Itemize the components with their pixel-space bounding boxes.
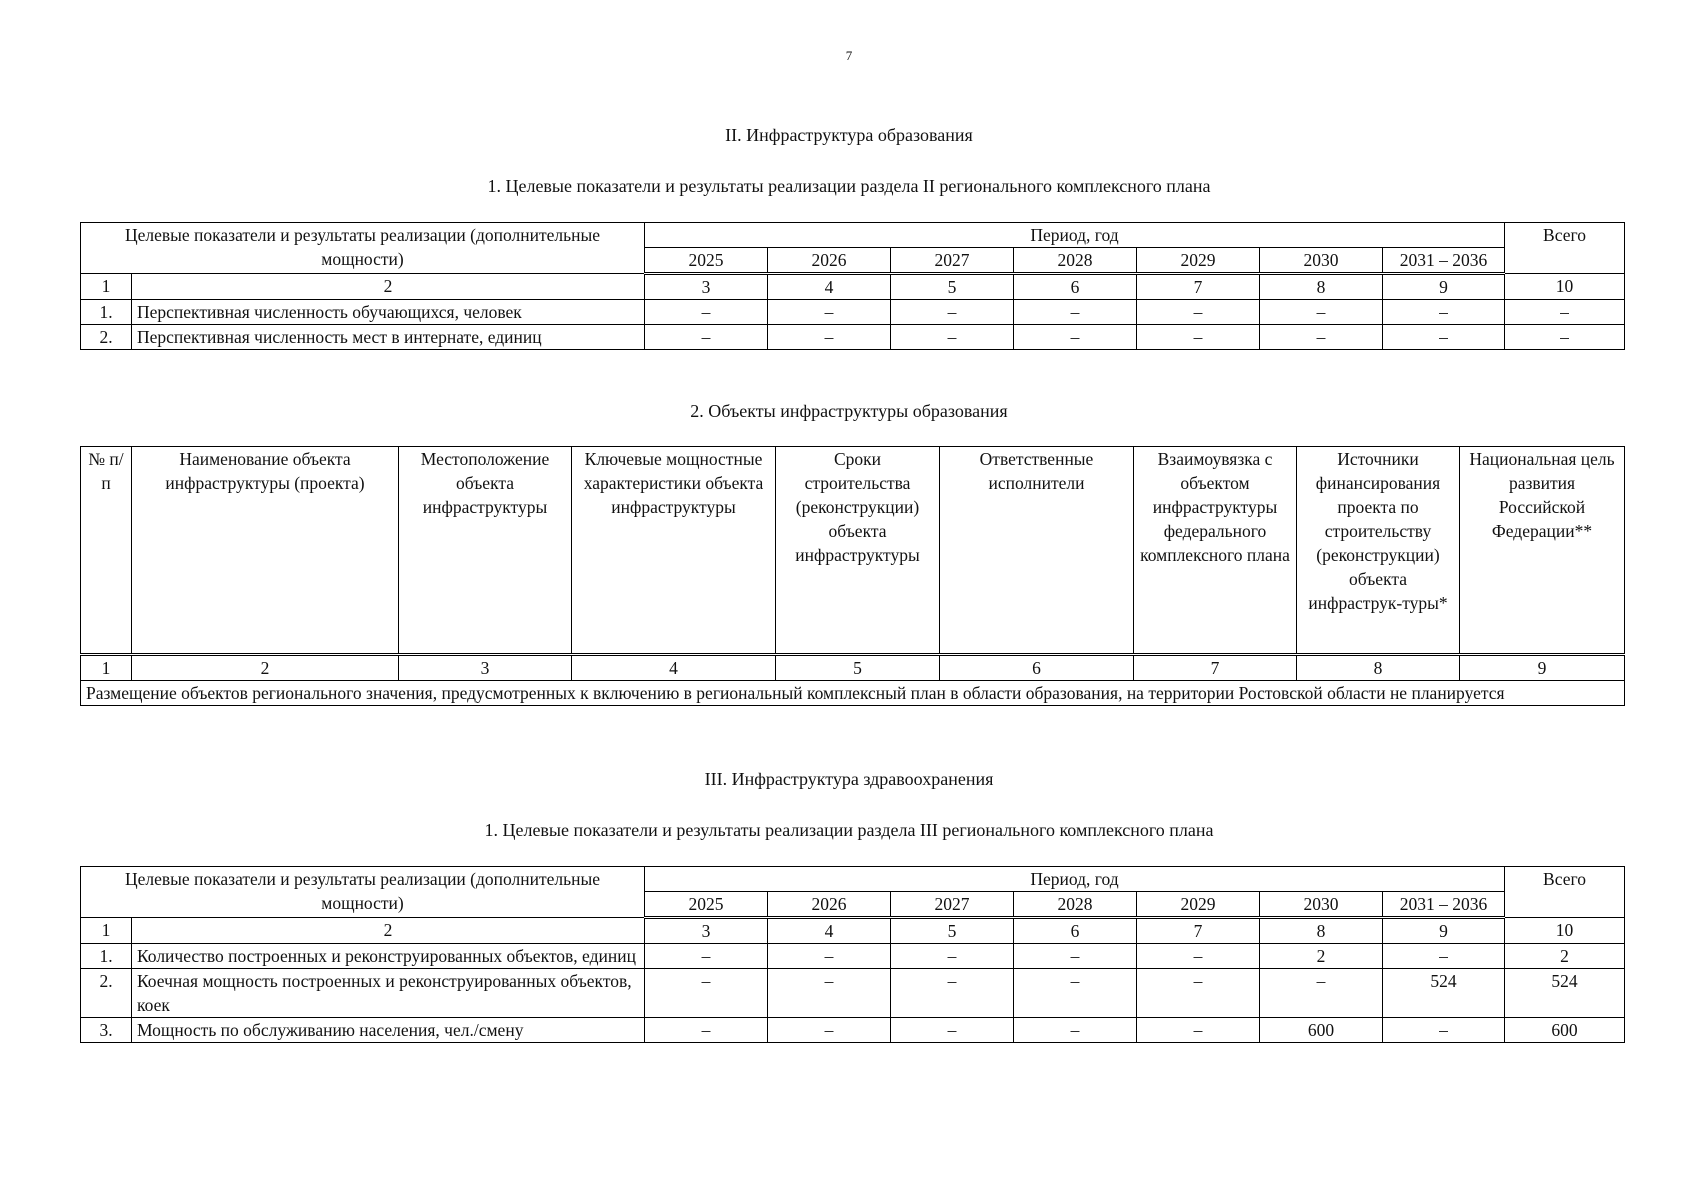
column-number: 6 <box>1014 274 1137 300</box>
column-number: 1 <box>81 655 132 681</box>
total-header: Всего <box>1505 223 1625 274</box>
year-header: 2029 <box>1137 248 1260 274</box>
indicators-table-healthcare <box>80 866 1625 1043</box>
column-number: 4 <box>768 274 891 300</box>
value-cell: – <box>645 325 768 350</box>
value-cell: – <box>1383 325 1505 350</box>
value-cell: – <box>1260 300 1383 325</box>
total-header: Всего <box>1505 867 1625 918</box>
year-header: 2031 – 2036 <box>1383 248 1505 274</box>
column-header: Наименование объекта инфраструктуры (проекта) <box>132 447 399 655</box>
row-number: 2. <box>81 325 132 350</box>
value-cell: – <box>891 325 1014 350</box>
value-cell: – <box>1137 1018 1260 1043</box>
column-number: 3 <box>399 655 572 681</box>
value-cell: – <box>768 969 891 1018</box>
column-number: 5 <box>891 918 1014 944</box>
value-cell: – <box>1014 300 1137 325</box>
total-cell: 524 <box>1505 969 1625 1018</box>
column-number: 1 <box>81 918 132 944</box>
value-cell: 600 <box>1260 1018 1383 1043</box>
column-header: Сроки строительства (реконструкции) объекта инфраструктуры <box>776 447 940 655</box>
row-number: 3. <box>81 1018 132 1043</box>
value-cell: – <box>891 300 1014 325</box>
value-cell: 524 <box>1383 969 1505 1018</box>
indicators-header: Целевые показатели и результаты реализации (дополнительные мощности) <box>81 867 645 918</box>
year-header: 2029 <box>1137 892 1260 918</box>
column-number: 9 <box>1383 918 1505 944</box>
value-cell: – <box>1137 969 1260 1018</box>
column-header: Взаимоувязка с объектом инфраструктуры федерального комплексного плана <box>1134 447 1297 655</box>
table-row <box>81 300 1625 325</box>
section-3-title: III. Инфраструктура здравоохранения <box>704 769 994 789</box>
table-note: Размещение объектов регионального значения, предусмотренных к включению в региональный комплексный план в области образования, на территории Ростовской области не планируется <box>81 681 1625 706</box>
value-cell: – <box>645 944 768 969</box>
column-number: 10 <box>1505 274 1625 300</box>
value-cell: – <box>1014 969 1137 1018</box>
year-header: 2031 – 2036 <box>1383 892 1505 918</box>
column-number: 2 <box>132 918 645 944</box>
section-3-subtitle-1: 1. Целевые показатели и результаты реализации раздела III регионального комплексного плана <box>484 820 1214 840</box>
column-number: 7 <box>1137 918 1260 944</box>
year-header: 2030 <box>1260 248 1383 274</box>
indicators-table-education <box>80 222 1625 350</box>
column-number: 3 <box>645 274 768 300</box>
value-cell: – <box>645 1018 768 1043</box>
column-header: № п/п <box>81 447 132 655</box>
year-header: 2028 <box>1014 248 1137 274</box>
indicator-name: Коечная мощность построенных и реконструированных объектов, коек <box>132 969 645 1018</box>
value-cell: – <box>891 969 1014 1018</box>
value-cell: – <box>1137 300 1260 325</box>
column-number: 2 <box>132 655 399 681</box>
column-number: 4 <box>768 918 891 944</box>
period-header: Период, год <box>645 223 1505 248</box>
column-number: 8 <box>1297 655 1460 681</box>
indicators-header: Целевые показатели и результаты реализации (дополнительные мощности) <box>81 223 645 274</box>
section-2-title: II. Инфраструктура образования <box>725 125 973 145</box>
year-header: 2027 <box>891 248 1014 274</box>
value-cell: 2 <box>1260 944 1383 969</box>
value-cell: – <box>768 1018 891 1043</box>
column-header: Национальная цель развития Российской Федерации** <box>1460 447 1625 655</box>
year-header: 2025 <box>645 248 768 274</box>
column-header: Ключевые мощностные характеристики объекта инфраструктуры <box>572 447 776 655</box>
column-number: 6 <box>1014 918 1137 944</box>
indicator-name: Мощность по обслуживанию населения, чел./смену <box>132 1018 645 1043</box>
value-cell: – <box>1383 944 1505 969</box>
row-number: 2. <box>81 969 132 1018</box>
year-header: 2025 <box>645 892 768 918</box>
column-number: 5 <box>891 274 1014 300</box>
total-cell: – <box>1505 300 1625 325</box>
indicator-name: Количество построенных и реконструированных объектов, единиц <box>132 944 645 969</box>
objects-table-education <box>80 446 1625 706</box>
value-cell: – <box>1014 325 1137 350</box>
value-cell: – <box>891 1018 1014 1043</box>
column-number: 4 <box>572 655 776 681</box>
column-number: 10 <box>1505 918 1625 944</box>
table-row <box>81 325 1625 350</box>
value-cell: – <box>1383 1018 1505 1043</box>
column-number: 8 <box>1260 918 1383 944</box>
total-cell: 600 <box>1505 1018 1625 1043</box>
indicator-name: Перспективная численность мест в интернате, единиц <box>132 325 645 350</box>
value-cell: – <box>768 325 891 350</box>
total-cell: 2 <box>1505 944 1625 969</box>
section-2-subtitle-1: 1. Целевые показатели и результаты реализации раздела II регионального комплексного плана <box>487 176 1211 196</box>
column-number: 2 <box>132 274 645 300</box>
column-number: 9 <box>1383 274 1505 300</box>
page-number: 7 <box>845 48 853 63</box>
column-number: 1 <box>81 274 132 300</box>
total-cell: – <box>1505 325 1625 350</box>
year-header: 2027 <box>891 892 1014 918</box>
value-cell: – <box>768 300 891 325</box>
column-header: Ответственные исполнители <box>940 447 1134 655</box>
column-number: 7 <box>1134 655 1297 681</box>
value-cell: – <box>645 969 768 1018</box>
year-header: 2026 <box>768 248 891 274</box>
year-header: 2028 <box>1014 892 1137 918</box>
column-number: 6 <box>940 655 1134 681</box>
column-number: 7 <box>1137 274 1260 300</box>
column-number: 9 <box>1460 655 1625 681</box>
value-cell: – <box>891 944 1014 969</box>
period-header: Период, год <box>645 867 1505 892</box>
value-cell: – <box>1137 325 1260 350</box>
value-cell: – <box>1014 944 1137 969</box>
row-number: 1. <box>81 300 132 325</box>
indicator-name: Перспективная численность обучающихся, человек <box>132 300 645 325</box>
value-cell: – <box>1014 1018 1137 1043</box>
value-cell: – <box>1260 325 1383 350</box>
column-number: 3 <box>645 918 768 944</box>
table-row <box>81 1018 1625 1043</box>
value-cell: – <box>645 300 768 325</box>
value-cell: – <box>1383 300 1505 325</box>
column-number: 5 <box>776 655 940 681</box>
table-row <box>81 969 1625 1018</box>
section-2-subtitle-2: 2. Объекты инфраструктуры образования <box>690 401 1008 421</box>
column-header: Источники финансирования проекта по строительству (реконструкции) объекта инфраструк-туры* <box>1297 447 1460 655</box>
value-cell: – <box>1137 944 1260 969</box>
year-header: 2030 <box>1260 892 1383 918</box>
year-header: 2026 <box>768 892 891 918</box>
table-row <box>81 944 1625 969</box>
row-number: 1. <box>81 944 132 969</box>
column-header: Местоположение объекта инфраструктуры <box>399 447 572 655</box>
value-cell: – <box>1260 969 1383 1018</box>
column-number: 8 <box>1260 274 1383 300</box>
value-cell: – <box>768 944 891 969</box>
